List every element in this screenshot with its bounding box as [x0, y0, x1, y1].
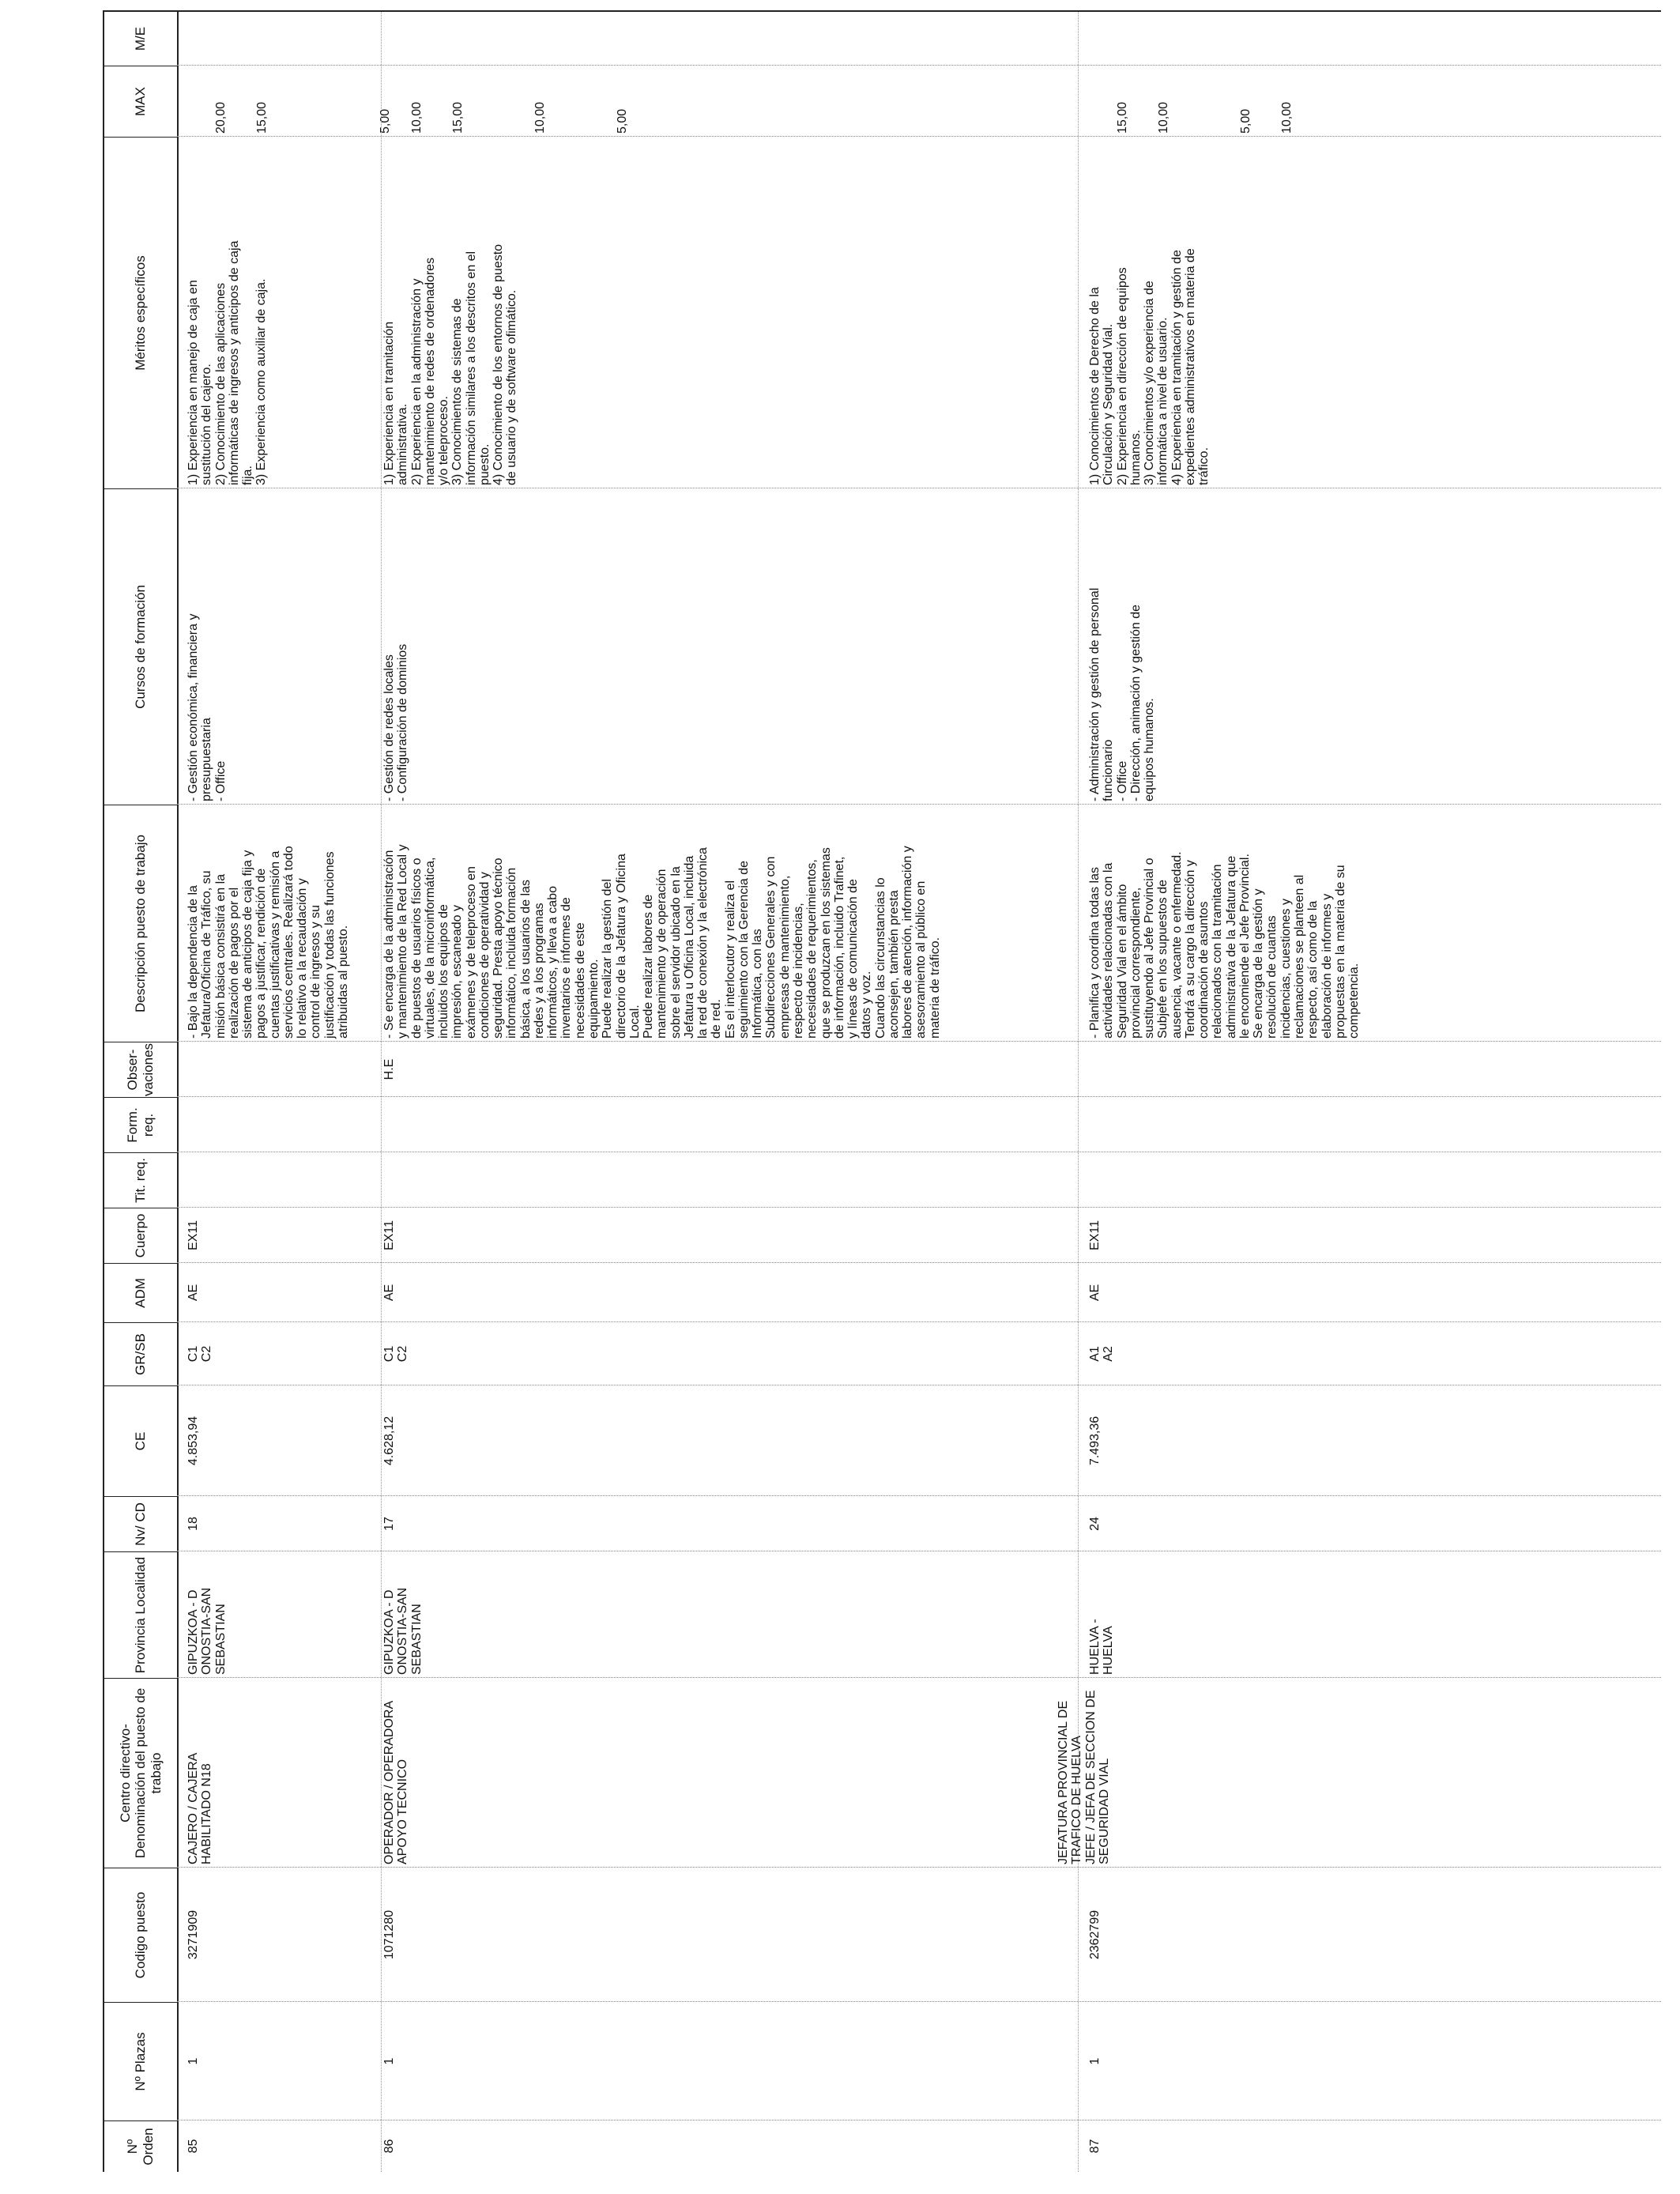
cell-meritos: 1) Conocimientos de Derecho de la Circulación y Seguridad Vial. 2) Experiencia en dirección de equipos humanos. 3) Conocimientos y/o experiencia de informática a nivel de usuario. 4) Experiencia en tramitación y gestión de expedientes administrativos en materia de tráfico.	[1088, 248, 1211, 485]
cell-codigo: 1071280	[382, 1909, 396, 1960]
cell-cuerpo: EX11	[186, 1220, 200, 1250]
header-max: MAX	[104, 66, 177, 137]
cell-cursos: - Gestión económica, financiera y presupuestaria - Office	[186, 613, 228, 801]
cell-adm: AE	[1088, 1284, 1102, 1302]
cell-ce: 4.853,94	[186, 1416, 200, 1466]
cell-observaciones: H.E	[382, 1058, 396, 1080]
cell-grupo: A1 A2	[1088, 1346, 1116, 1362]
cell-meritos: 1) Experiencia en tramitación administrativa. 2) Experiencia en la administración y mantenimiento de redes de ordenadores y/o teleproceso. 3) Conocimientos de sistemas de información similares a los descritos en el puesto. 4) Conocimiento de los entornos de puesto de usuario y de software ofimático.	[382, 243, 519, 485]
cell-codigo: 3271909	[186, 1909, 200, 1960]
cell-cursos: - Gestión de redes locales - Configuración de dominios	[382, 643, 410, 801]
cell-ce: 4.628,12	[382, 1416, 396, 1466]
header-separator	[177, 12, 179, 2172]
header-cuerpo: Cuerpo	[104, 1208, 177, 1263]
header-ce: CE	[104, 1385, 177, 1496]
cell-cuerpo: EX11	[382, 1220, 396, 1250]
max-score: 15,00	[450, 101, 465, 134]
max-score: 10,00	[1156, 101, 1170, 134]
cell-provincia: HUELVA - HUELVA	[1088, 1619, 1116, 1675]
header-provincia: Provincia Localidad	[104, 1551, 177, 1678]
cell-orden: 87	[1088, 2139, 1102, 2154]
staff-positions-table	[103, 10, 1661, 2172]
max-score: 20,00	[213, 101, 228, 134]
header-adm: ADM	[104, 1263, 177, 1322]
cell-provincia: GIPUZKOA - D ONOSTIA-SAN SEBASTIAN	[382, 1587, 424, 1675]
header-descripcion: Descripción puesto de trabajo	[104, 805, 177, 1042]
header-orden: Nº Orden	[104, 2120, 177, 2172]
max-score	[1198, 69, 1212, 134]
max-score: 5,00	[615, 108, 629, 134]
cell-descripcion: - Planifica y coordina todas las actividades relacionadas con la Seguridad Vial en el ámbito provincial correspondiente, sustituyendo al Jefe Provincial o Subjefe en los supuestos de ausencia, vacante o enfermedad. Tendrá a su cargo la dirección y coordinación de asuntos relacionados con la tramitación administrativa de la Jefatura que le encomiende el Jefe Provincial. Se encarga de la gestión y resolución de cuantas incidencias, cuestiones y reclamaciones se planteen al respecto, así como de la elaboración de informes y propuestas en la materia de su competencia.	[1088, 851, 1362, 1039]
max-score	[296, 69, 311, 134]
cell-nivel: 17	[382, 1517, 396, 1531]
header-codigo: Codigo puesto	[104, 1868, 177, 2002]
max-score: 15,00	[1115, 101, 1129, 134]
cell-grupo: C1 C2	[382, 1345, 410, 1363]
cell-codigo: 2362799	[1088, 1909, 1102, 1960]
cell-plazas: 1	[382, 2057, 396, 2065]
header-me: M/E	[133, 26, 149, 51]
max-score	[492, 69, 507, 134]
header-cursos: Cursos de formación	[104, 488, 177, 805]
column-divider	[177, 2001, 1661, 2002]
cell-descripcion: - Se encarga de la administración y mantenimiento de la Red Local y de puestos de usuarios físicos o virtuales, de la microinformática, incluidos los equipos de impresión, escaneado y exámenes y de teleproceso en condiciones de operatividad y seguridad. Presta apoyo técnico informático, incluida formación básica, a los usuarios de las redes y a los programas informáticos, y lleva a cabo inventarios e informes de necesidades de este equipamiento. Puede realizar la gestión del directorio de la Jefatura y Oficina Local. Puede realizar labores de mantenimiento y de operación sobre el servidor ubicado en la Jefatura u Oficina Local, incluida la red de conexión y la electrónica de red. Es el interlocutor y realiza el seguimiento con la Gerencia de Informática, con las Subdirecciones Generales y con empresas de mantenimiento, respecto de incidencias, necesidades de requerimientos, que se produzcan en los sistemas de información, incluido Trafinet, y líneas de comunicación de datos y voz. Cuando las circunstancias lo aconsejen, también presta labores de atención, información y asesoramiento al público en materia de tráfico.	[382, 844, 942, 1039]
cell-centro: OPERADOR / OPERADORA APOYO TECNICO	[382, 1700, 410, 1864]
cell-centro: CAJERO / CAJERA HABILITADO N18	[186, 1752, 214, 1864]
cell-max	[382, 66, 657, 137]
cell-nivel: 18	[186, 1517, 200, 1531]
cell-nivel: 24	[1088, 1517, 1102, 1531]
max-score: 5,00	[378, 108, 392, 134]
max-score: 5,00	[1238, 108, 1252, 134]
header-meritos: Méritos específicos	[104, 137, 177, 488]
max-score: 10,00	[533, 101, 547, 134]
cell-provincia: GIPUZKOA - D ONOSTIA-SAN SEBASTIAN	[186, 1587, 228, 1675]
cell-meritos: 1) Experiencia en manejo de caja en sustitución del cajero. 2) Conocimiento de las aplicaciones informáticas de ingresos y anticipos de caja fija. 3) Experiencia como auxiliar de caja.	[186, 240, 269, 485]
cell-max	[1088, 66, 1321, 137]
cell-cuerpo: EX11	[1088, 1220, 1102, 1250]
cell-orden: 85	[186, 2139, 200, 2154]
column-divider	[177, 1495, 1661, 1496]
column-divider	[177, 1096, 1661, 1097]
header-observaciones: Obser- vaciones	[104, 1042, 177, 1097]
header-centro: Centro directivo- Denominación del puesto de trabajo	[104, 1678, 177, 1868]
header-grupo: GR/SB	[104, 1322, 177, 1385]
cell-plazas: 1	[1088, 2057, 1102, 2065]
header-plazas: Nº Plazas	[104, 2002, 177, 2120]
column-divider	[177, 1207, 1661, 1208]
max-score: 10,00	[409, 101, 424, 134]
cell-adm: AE	[186, 1284, 200, 1302]
header-nivel: Nv/ CD	[104, 1496, 177, 1551]
max-score: 10,00	[1279, 101, 1294, 134]
max-score	[337, 69, 352, 134]
max-score: 15,00	[254, 101, 269, 134]
cell-grupo: C1 C2	[186, 1345, 214, 1363]
cell-descripcion: - Bajo la dependencia de la Jefatura/Oficina de Tráfico, su misión básica consistirá en la realización de pagos por el sistema de anticipos de caja fija y pagos a justificar, rendición de cuentas justificativas y remisión a servicios centrales. Realizará todo lo relativo a la recaudación y control de ingresos y su justificación y todas las funciones atribuidas al puesto.	[186, 846, 350, 1039]
row-separator	[381, 12, 382, 2172]
cell-adm: AE	[382, 1284, 396, 1302]
cell-plazas: 1	[186, 2057, 200, 2065]
cell-orden: 86	[382, 2139, 396, 2154]
max-score	[574, 69, 589, 134]
cell-ce: 7.493,36	[1088, 1416, 1102, 1466]
header-formacion: Form. req.	[104, 1097, 177, 1152]
column-divider	[177, 1262, 1661, 1263]
header-titulacion: Tit. req.	[104, 1152, 177, 1208]
cell-cursos: - Administración y gestión de personal funcionario - Office - Dirección, animación y gestión de equipos humanos.	[1088, 587, 1157, 801]
cell-centro: JEFATURA PROVINCIAL DE TRAFICO DE HUELVA JEFE / JEFA DE SECCION DE SEGURIDAD VIAL	[1057, 1690, 1111, 1864]
